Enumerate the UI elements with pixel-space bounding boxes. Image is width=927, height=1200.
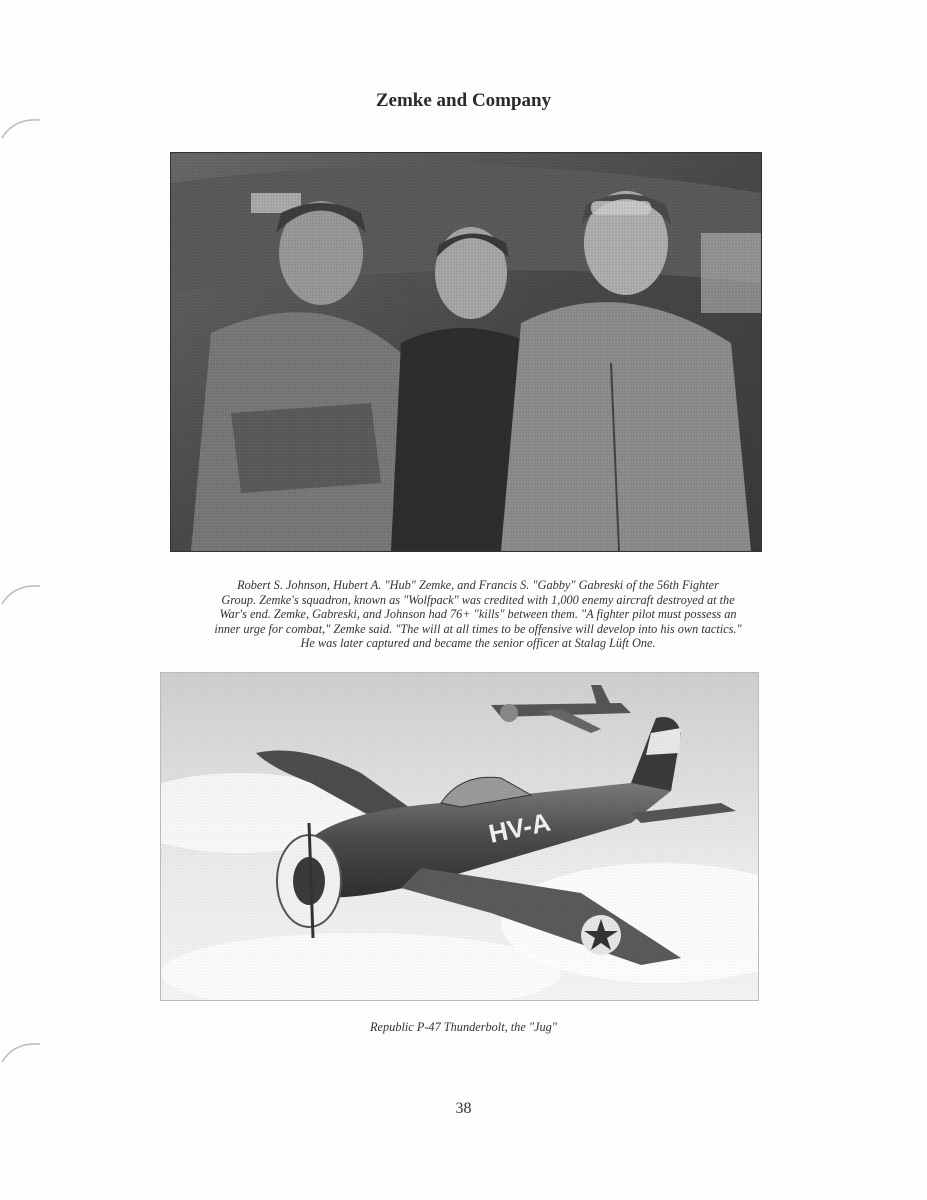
caption-line: Group. Zemke's squadron, known as "Wolfpack" was credited with 1,000 enemy aircraft destroyed at the [221, 592, 735, 607]
thunderbolt-photo-caption: Republic P-47 Thunderbolt, the "Jug" [370, 1020, 557, 1034]
binder-hole-mark [0, 1032, 44, 1068]
pilots-photo [170, 152, 762, 552]
page-title: Zemke and Company [375, 90, 552, 111]
caption-line: inner urge for combat," Zemke said. "The will at all times to be offensive will develop into his own tactics." [214, 621, 742, 636]
thunderbolt-photo [160, 672, 759, 1001]
page-number: 38 [455, 1100, 472, 1117]
binder-hole-mark [0, 108, 44, 144]
binder-hole-mark [0, 574, 44, 610]
caption-line: War's end. Zemke, Gabreski, and Johnson had 76+ "kills" between them. "A fighter pilot must possess an [219, 607, 737, 622]
pilots-photo-caption [148, 578, 808, 651]
caption-line: Robert S. Johnson, Hubert A. "Hub" Zemke, and Francis S. "Gabby" Gabreski of the 56th Fighter [237, 578, 719, 592]
caption-line: He was later captured and became the senior officer at Stalag Lüft One. [300, 636, 656, 651]
